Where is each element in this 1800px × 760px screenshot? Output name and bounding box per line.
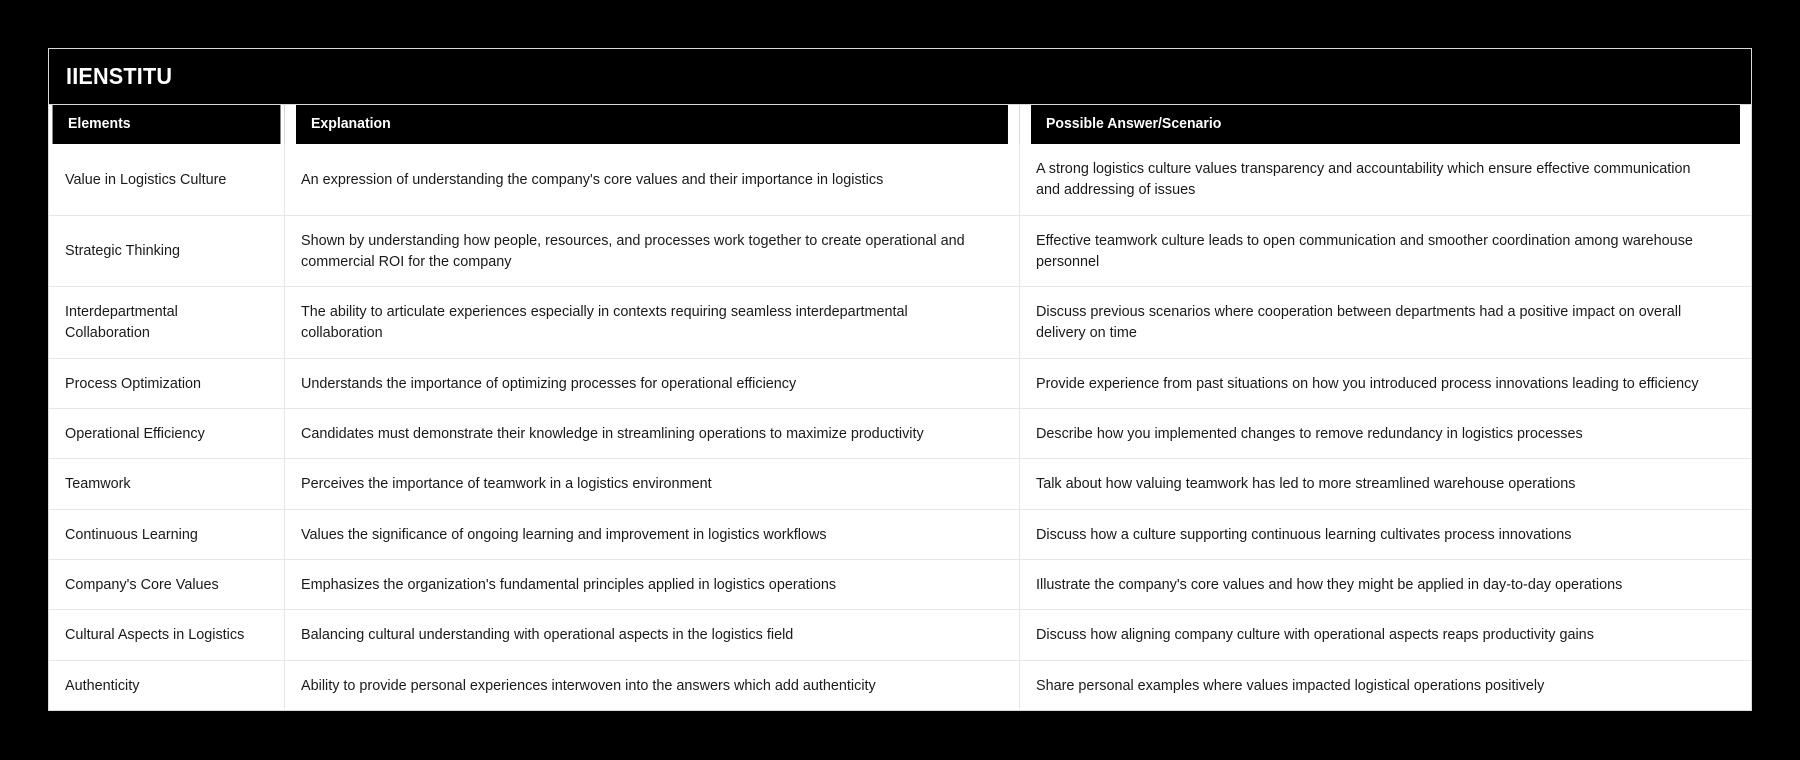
cell-element-text: Cultural Aspects in Logistics	[65, 626, 245, 644]
cell-answer-text: Discuss previous scenarios where cooperation between departments had a positive impact on overall delivery on time	[1035, 303, 1681, 342]
cell-answer	[1019, 459, 1751, 509]
cell-answer	[1019, 559, 1751, 609]
cell-answer	[1019, 610, 1751, 660]
cell-element	[49, 358, 284, 408]
column-header-explanation: Explanation	[295, 105, 1008, 144]
table-header-row	[49, 105, 1751, 144]
cell-answer	[1019, 215, 1751, 287]
cell-element	[49, 509, 284, 559]
cell-answer	[1019, 358, 1751, 408]
brand-title: IIENSTITU	[66, 63, 173, 89]
cell-explanation	[284, 287, 1019, 359]
cell-explanation-text: The ability to articulate experiences especially in contexts requiring seamless interdepartmental collaboration	[300, 303, 908, 342]
cell-element	[49, 459, 284, 509]
cell-explanation	[284, 215, 1019, 287]
cell-explanation	[284, 610, 1019, 660]
cell-explanation-text: Shown by understanding how people, resources, and processes work together to create operational and commercial ROI for the company	[300, 231, 965, 270]
cell-answer	[1019, 509, 1751, 559]
cell-element-text: Company's Core Values	[65, 575, 219, 593]
cell-explanation	[284, 358, 1019, 408]
cell-answer-text: Illustrate the company's core values and how they might be applied in day-to-day operations	[1035, 575, 1622, 593]
cell-explanation-text: Candidates must demonstrate their knowledge in streamlining operations to maximize productivity	[300, 425, 924, 443]
cell-explanation-text: Understands the importance of optimizing processes for operational efficiency	[300, 374, 796, 392]
cell-element-text: Interdepartmental Collaboration	[65, 303, 178, 342]
cell-explanation-text: Perceives the importance of teamwork in a logistics environment	[300, 475, 712, 493]
cell-answer-text: A strong logistics culture values transparency and accountability which ensure effective communication and addressing of issues	[1035, 160, 1690, 199]
cell-explanation	[284, 144, 1019, 215]
cell-answer-text: Describe how you implemented changes to remove redundancy in logistics processes	[1035, 425, 1583, 443]
cell-explanation	[284, 509, 1019, 559]
cell-answer-text: Discuss how a culture supporting continuous learning cultivates process innovations	[1035, 525, 1571, 543]
table-row	[49, 215, 1751, 287]
brand-header	[49, 49, 1751, 105]
column-header-elements: Elements	[53, 105, 281, 144]
table-row	[49, 559, 1751, 609]
cell-element	[49, 409, 284, 459]
cell-element-text: Authenticity	[65, 676, 140, 694]
cell-element-text: Teamwork	[65, 475, 131, 493]
table-row	[49, 610, 1751, 660]
cell-answer	[1019, 144, 1751, 215]
cell-element	[49, 559, 284, 609]
cell-answer-text: Discuss how aligning company culture with operational aspects reaps productivity gains	[1035, 626, 1594, 644]
cell-element	[49, 215, 284, 287]
cell-element-text: Strategic Thinking	[65, 242, 181, 260]
cell-answer-text: Provide experience from past situations on how you introduced process innovations leading to efficiency	[1035, 374, 1699, 392]
table-row	[49, 459, 1751, 509]
cell-element	[49, 287, 284, 359]
cell-explanation-text: Balancing cultural understanding with operational aspects in the logistics field	[300, 626, 793, 644]
cell-element-text: Continuous Learning	[65, 525, 198, 543]
cell-answer-text: Effective teamwork culture leads to open communication and smoother coordination among warehouse personnel	[1035, 231, 1693, 270]
table-body	[49, 144, 1751, 710]
cell-element-text: Process Optimization	[65, 374, 202, 392]
cell-element-text: Value in Logistics Culture	[65, 170, 227, 188]
table-header	[49, 105, 1751, 144]
column-header-answer: Possible Answer/Scenario	[1030, 105, 1740, 144]
table-container	[48, 48, 1752, 711]
cell-explanation-text: An expression of understanding the company's core values and their importance in logistics	[300, 170, 883, 188]
cell-explanation	[284, 559, 1019, 609]
table-row	[49, 144, 1751, 215]
cell-element	[49, 144, 284, 215]
cell-answer	[1019, 287, 1751, 359]
cell-explanation-text: Ability to provide personal experiences interwoven into the answers which add authenticity	[300, 676, 876, 694]
table-row	[49, 358, 1751, 408]
table-row	[49, 660, 1751, 710]
cell-element	[49, 610, 284, 660]
cell-element-text: Operational Efficiency	[65, 425, 205, 443]
cell-answer-text: Talk about how valuing teamwork has led to more streamlined warehouse operations	[1035, 475, 1576, 493]
cell-answer	[1019, 660, 1751, 710]
table-row	[49, 287, 1751, 359]
cell-explanation	[284, 409, 1019, 459]
cell-explanation-text: Emphasizes the organization's fundamental principles applied in logistics operations	[300, 575, 836, 593]
cell-answer	[1019, 409, 1751, 459]
competency-table	[49, 105, 1751, 710]
cell-element	[49, 660, 284, 710]
cell-answer-text: Share personal examples where values impacted logistical operations positively	[1035, 676, 1544, 694]
cell-explanation	[284, 459, 1019, 509]
table-row	[49, 409, 1751, 459]
cell-explanation	[284, 660, 1019, 710]
cell-explanation-text: Values the significance of ongoing learning and improvement in logistics workflows	[300, 525, 827, 543]
table-row	[49, 509, 1751, 559]
